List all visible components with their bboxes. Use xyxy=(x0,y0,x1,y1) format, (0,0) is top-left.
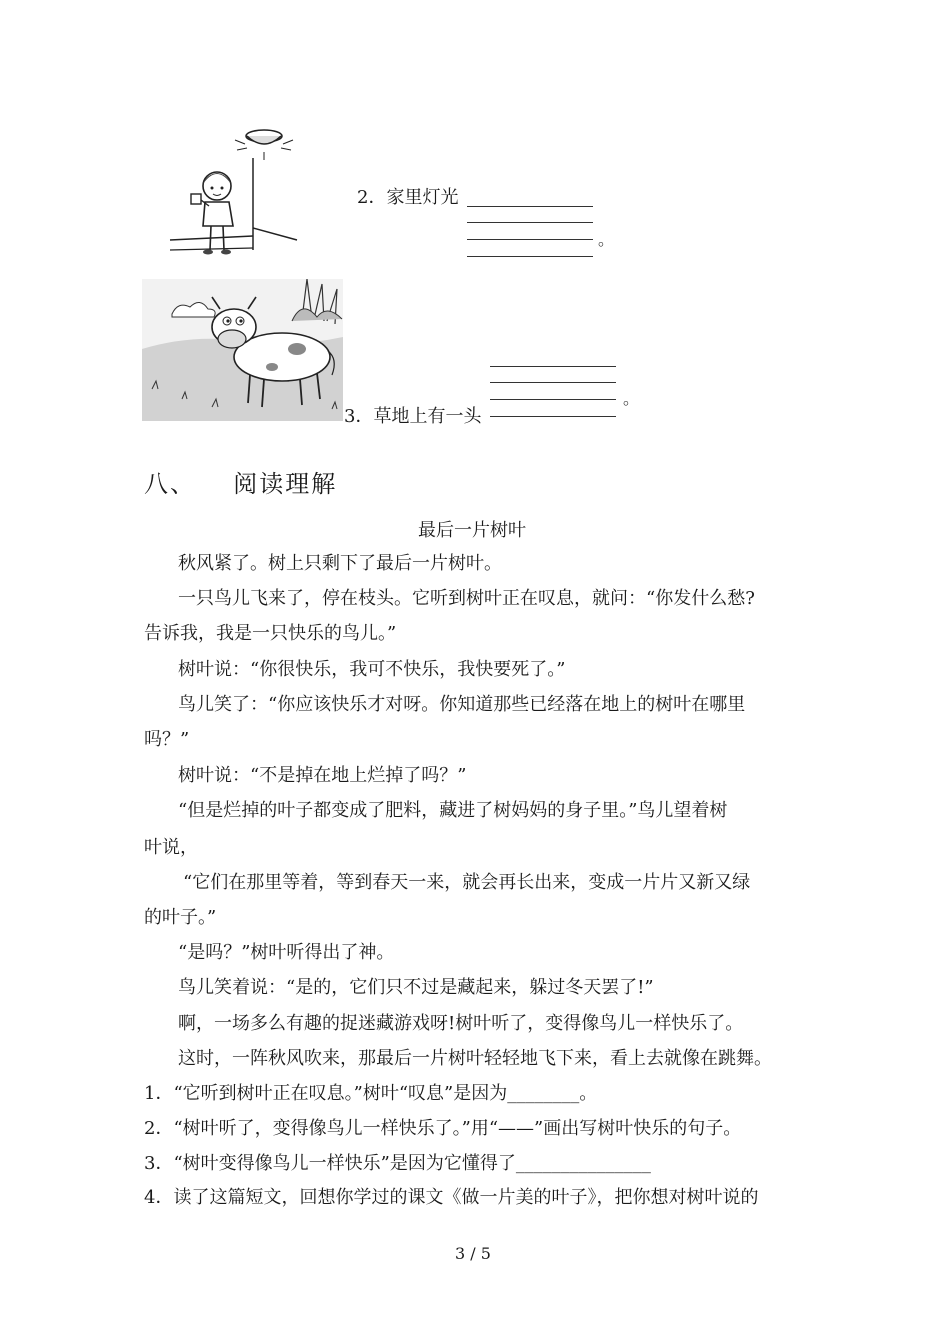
exercise-3-blank-line[interactable] xyxy=(490,366,616,367)
exercise-3-blank-line[interactable] xyxy=(490,416,616,417)
story-paragraph: 鸟儿笑了：“你应该快乐才对呀。你知道那些已经落在地上的树叶在哪里 xyxy=(178,694,746,715)
question-2: 2．“树叶听了，变得像鸟儿一样快乐了。”用“——”画出写树叶快乐的句子。 xyxy=(144,1118,742,1139)
cow-grass-illustration xyxy=(142,279,343,421)
exercise-2-blank-line[interactable] xyxy=(467,239,593,240)
story-paragraph: 树叶说：“你很快乐，我可不快乐，我快要死了。” xyxy=(178,659,566,680)
exercise-2-blank-line[interactable] xyxy=(467,206,593,207)
story-paragraph: 啊，一场多么有趣的捉迷藏游戏呀!树叶听了，变得像鸟儿一样快乐了。 xyxy=(178,1013,744,1034)
story-paragraph: “但是烂掉的叶子都变成了肥料，藏进了树妈妈的身子里。”鸟儿望着树 xyxy=(178,800,728,821)
story-paragraph: 告诉我，我是一只快乐的鸟儿。” xyxy=(144,623,397,644)
section-number: 八、 xyxy=(144,470,196,498)
page-number: 3 / 5 xyxy=(455,1244,491,1263)
section-heading xyxy=(144,464,337,499)
exercise-2-blank-line[interactable] xyxy=(467,222,593,223)
exercise-3-end-mark: 。 xyxy=(623,389,640,408)
story-paragraph: 的叶子。” xyxy=(144,907,217,928)
exercise-3-blank-line[interactable] xyxy=(490,399,616,400)
exercise-3-label: 3．草地上有一头 xyxy=(344,406,482,427)
story-paragraph: “是吗？”树叶听得出了神。 xyxy=(178,942,395,963)
girl-lamp-illustration xyxy=(165,128,300,260)
question-3: 3．“树叶变得像鸟儿一样快乐”是因为它懂得了_______________ xyxy=(144,1153,651,1174)
section-title: 阅读理解 xyxy=(233,470,338,498)
question-4: 4．读了这篇短文，回想你学过的课文《做一片美的叶子》，把你想对树叶说的 xyxy=(144,1187,759,1208)
story-paragraph: 鸟儿笑着说：“是的，它们只不过是藏起来，躲过冬天罢了!” xyxy=(178,977,654,998)
story-paragraph: 秋风紧了。树上只剩下了最后一片树叶。 xyxy=(178,553,502,574)
exercise-3-blank-line[interactable] xyxy=(490,382,616,383)
story-title: 最后一片树叶 xyxy=(418,520,526,541)
exercise-2-end-mark: 。 xyxy=(598,230,615,249)
story-paragraph: 这时，一阵秋风吹来，那最后一片树叶轻轻地飞下来，看上去就像在跳舞。 xyxy=(178,1048,772,1069)
story-paragraph: 树叶说：“不是掉在地上烂掉了吗？” xyxy=(178,765,467,786)
story-paragraph: 一只鸟儿飞来了，停在枝头。它听到树叶正在叹息，就问：“你发什么愁? xyxy=(178,588,755,609)
story-paragraph: 叶说， xyxy=(144,837,198,858)
story-paragraph: “它们在那里等着，等到春天一来，就会再长出来，变成一片片又新又绿 xyxy=(183,872,751,893)
question-1: 1．“它听到树叶正在叹息。”树叶“叹息”是因为________。 xyxy=(144,1083,598,1104)
exercise-2-blank-line[interactable] xyxy=(467,256,593,257)
story-paragraph: 吗？” xyxy=(144,729,190,750)
exercise-2-label: 2．家里灯光 xyxy=(357,187,459,208)
